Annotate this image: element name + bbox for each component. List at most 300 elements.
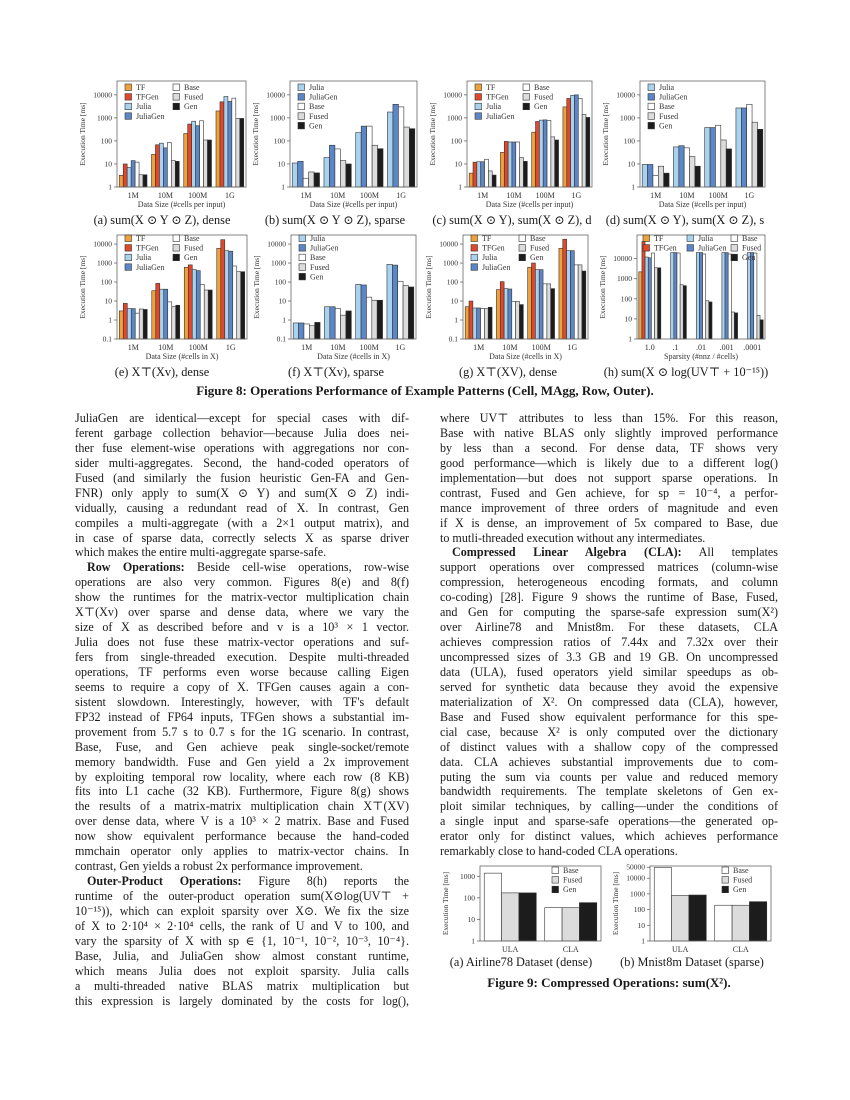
x-tick-label: 100M [359,191,379,200]
legend-label: TF [136,234,146,243]
text-line: bandwidth requirements. The template skeletons of Gen ex- [440,784,778,799]
bar-fused-10M [516,301,520,339]
x-tick-label: 10M [157,191,173,200]
x-tick-label: .1 [672,343,679,352]
text-line: vidually, causing a redundant read of X. In contrast, Gen [75,500,409,515]
bar-base-.1 [677,253,680,339]
bar-julia-1G [571,95,575,187]
bar-julia-10M [159,143,163,187]
bar-base-1G [578,98,582,187]
x-tick-label: 1M [473,343,485,352]
bar-tf-1G [216,111,220,187]
text-line: data. CLA achieves substantial improvements due to com- [440,754,778,769]
chart-fig8g [422,231,594,366]
legend-label: Fused [534,92,554,102]
bar-base-10M [516,142,520,187]
legend-label: JuliaGen [310,243,339,253]
bar-gen-CLA [579,903,596,941]
text-line: ther fuse element-wise operations with aggregations nor con- [75,440,409,455]
bar-gen-1M [315,322,320,339]
bar-gen-CLA [749,902,766,941]
bar-base-1M [135,162,139,187]
bar-tfgen-1M [469,301,473,339]
legend-swatch-base [173,235,180,242]
legend-swatch-fused [722,877,729,884]
legend-swatch-base [523,84,530,91]
legend-swatch-gen [552,886,559,893]
y-tick-label: 100 [463,893,475,903]
bar-juliagen-.01 [699,253,702,339]
caption-fig8f: (f) X⊤(Xv), sparse [288,365,384,379]
x-axis-label: Data Size (#cells in X) [317,352,390,361]
bar-juliagen-1G [741,108,746,187]
bar-julia-100M [705,128,710,187]
y-tick-label: 10000 [626,873,645,883]
caption-fig8b: (b) sum(X ⊙ Y ⊙ Z), sparse [264,213,406,227]
bar-juliagen-1M [477,308,481,339]
bar-juliagen-1M [481,162,485,187]
bar-gen-1M [492,175,496,187]
legend-label: Gen [563,885,577,895]
bar-fused-10M [340,161,345,187]
legend-swatch-julia [298,84,305,91]
text-line: seems to require a copy of X. TFGen causes again a con- [75,679,409,694]
bar-base-10M [335,149,340,187]
y-axis-label: Execution Time [ms] [251,102,260,166]
bar-julia-10M [508,142,512,187]
text-line: served for synthetic data because they avoid the expensive [440,679,778,694]
legend-swatch-tfgen [125,245,132,252]
legend-swatch-juliagen [475,113,482,120]
bar-fused-10M [172,307,176,339]
bar-tf-1G [559,248,563,339]
legend-label: Gen [742,253,756,263]
bar-fused-1G [237,272,241,339]
text-line: and Gen for computing the sparse-safe expression sum(X²) [440,605,778,620]
legend-label: JuliaGen [136,262,165,272]
text-line: of distinct values with a shallow copy of the compressed [440,739,778,754]
text-line: sistent slowdown. Interestingly, however, with TF's default [75,694,409,709]
text-line: remarkably close to hand-coded CLA operations. [440,844,678,859]
bar-julia-1M [477,162,481,187]
paragraph-text: Beside cell-wise operations, row-wise [184,560,409,575]
bar-gen-1M [143,309,147,339]
y-tick-label: 10000 [266,90,285,100]
x-tick-label: CLA [562,945,579,954]
bar-julia-1M [127,168,131,187]
y-tick-label: 1000 [97,113,112,123]
bar-tf-1M [469,173,473,187]
bar-base-10M [168,302,172,339]
legend-swatch-gen [523,103,530,110]
bar-base-CLA [715,905,732,941]
bar-fused-1G [404,127,409,187]
bar-juliagen-1G [392,265,397,339]
x-tick-label: 100M [535,191,555,200]
legend-label: TF [654,234,664,243]
y-tick-label: 1000 [271,258,286,268]
bar-juliagen-100M [710,128,715,187]
text-line: implementation—but does not support sparse operations. In [440,470,778,485]
y-axis-label: Execution Time [ms] [428,102,437,166]
bar-base-CLA [545,908,562,941]
chart-svg [250,231,422,366]
legend-label: JuliaGen [659,92,688,102]
y-tick-label: 100 [620,294,632,304]
bar-gen-10M [346,164,351,187]
bar-fused-ULA [502,893,519,941]
legend-swatch-tf [125,235,132,242]
y-tick-label: 100 [100,277,112,287]
legend-label: TFGen [482,243,505,253]
left-text-column [75,411,409,1009]
legend-swatch-base [722,867,729,874]
y-tick-label: 10000 [616,90,635,100]
caption-fig8e: (e) X⊤(Xv), dense [114,365,210,379]
legend-swatch-fused [523,94,530,101]
legend-swatch-base [173,84,180,91]
bar-base-1M [485,159,489,187]
y-tick-label: 10 [627,159,635,169]
legend-label: JuliaGen [309,92,338,102]
x-tick-label: 1G [225,343,236,352]
legend-swatch-fused [173,245,180,252]
bar-fused-ULA [672,895,689,941]
chart-fig8e [76,231,248,366]
paragraph-heading: Outer-Product Operations: [87,874,242,889]
y-tick-label: 1 [454,315,458,325]
bar-gen-1G [582,271,586,339]
legend-label: Julia [659,83,675,92]
chart-svg [596,231,768,366]
bar-fused-CLA [732,905,749,941]
text-line [75,874,409,889]
text-line: data (ULA), fused operators yield similar speedups as ob- [440,664,778,679]
x-tick-label: 1M [477,191,489,200]
x-tick-label: 10M [330,191,346,200]
x-tick-label: 1G [744,191,755,200]
bar-tfgen-1M [473,162,477,187]
y-axis-label: Execution Time [ms] [601,102,610,166]
legend-swatch-juliagen [125,113,132,120]
y-axis-label: Execution Time [ms] [441,871,450,936]
text-line: Base, Julia, and JuliaGen show almost constant runtime, [75,948,409,963]
bar-juliagen-10M [330,307,335,339]
bar-tf-100M [184,134,188,187]
y-tick-label: 10000 [93,239,112,249]
bar-juliagen-100M [196,126,200,187]
legend-label: TF [482,234,492,243]
bar-tfgen-10M [504,141,508,187]
text-line: FNR) only apply to sum(X ⊙ Y) and sum(X ⊙ Z) indi- [75,485,409,500]
bar-base-1G [747,104,752,187]
legend-label: Julia [310,234,326,243]
text-line: to mutli-threaded execution without any intermediates. [440,530,706,545]
legend-label: Base [184,234,200,243]
chart-svg [609,862,774,957]
bar-tfgen-1M [123,303,127,339]
bar-base-1M [304,324,309,339]
bar-fused-1G [578,265,582,339]
bar-gen-10M [519,305,523,339]
legend-swatch-tfgen [475,94,482,101]
legend-label: Gen [534,102,548,112]
legend-label: Julia [136,253,152,263]
bar-base-1M [135,313,139,339]
text-line: compression, heterogeneous encoding formats, and column [440,575,778,590]
chart-fig8c [426,77,598,212]
legend-label: TF [136,83,146,92]
legend-swatch-tfgen [643,245,650,252]
legend-swatch-julia [475,103,482,110]
legend-swatch-gen [299,273,306,280]
y-axis-label: Execution Time [ms] [78,102,87,166]
legend-label: Base [659,102,675,112]
bar-base-ULA [654,868,671,941]
chart-svg [76,231,248,366]
chart-svg [249,77,421,212]
chart-fig8f [250,231,422,366]
x-tick-label: 1M [127,191,139,200]
legend-label: Base [184,83,200,92]
x-tick-label: 1M [650,191,662,200]
bar-julia-1G [387,112,392,187]
bar-juliagen-.001 [725,253,728,339]
bar-julia-100M [192,270,196,339]
text-line: uncompressed sizes of 3.3 GB and 19 GB. On uncompressed [440,650,778,664]
legend-label: Gen [659,121,673,131]
text-line: compiles a multi-aggregate (with a 2×1 output matrix), and [75,515,409,530]
text-line: now show equivalent performance because the hand-coded [75,829,409,844]
chart-svg [599,77,771,212]
bar-base-10M [512,301,516,339]
bar-base-1G [574,265,578,339]
text-line: co-coding) [28]. Figure 9 shows the runtime of Base, Fused, [440,590,778,605]
legend-label: Gen [733,885,747,895]
x-tick-label: .01 [696,343,706,352]
paragraph-text: Figure 8(h) reports the [241,874,409,889]
y-tick-label: 1 [471,936,475,946]
bar-juliagen-1M [648,164,653,187]
bar-tf-10M [152,154,156,187]
legend-swatch-tf [475,84,482,91]
y-tick-label: 1000 [460,871,475,881]
y-tick-label: 100 [450,136,462,146]
text-line [440,545,778,560]
text-line: runtime of the outer-product operation sum(X⊙log(UV⊤ + [75,889,409,903]
chart-svg [422,231,594,366]
x-axis-label: Data Size (#cells in X) [145,352,219,361]
bar-julia-10M [673,147,678,187]
bar-fused-1M [484,309,488,339]
legend-label: Fused [733,875,753,885]
bar-fused-CLA [562,908,579,941]
bar-tfgen-1.0 [642,242,645,339]
bar-juliagen-1G [228,101,232,187]
bar-fused-1M [488,171,492,187]
y-tick-label: 10000 [613,254,632,264]
bar-juliagen-10M [679,146,684,187]
text-line: size of X as described before and v is a 10³ × 1 vector. [75,620,409,635]
legend-swatch-juliagen [125,264,132,271]
text-line: operations are also very common. Figures 8(e) and 8(f) [75,575,409,590]
bar-base-.0001 [754,253,757,339]
text-line: achieves compression ratios of 7.44x and 7.32x over their [440,635,778,650]
legend-swatch-gen [648,122,655,128]
legend-swatch-julia [471,254,478,261]
x-tick-label: 1M [127,343,139,352]
legend-label: Fused [563,875,583,885]
y-tick-label: 10 [454,159,462,169]
y-tick-label: 100 [633,905,645,915]
text-line: ploit similar techniques, by calling—under the conditions of [440,799,778,814]
bar-fused-10M [171,161,175,187]
y-axis-label: Execution Time [ms] [598,255,607,319]
bar-juliagen-10M [163,148,167,187]
legend-label: Julia [309,83,325,92]
y-tick-label: 1 [281,182,285,192]
text-line: by exploiting temporal row locality, where each row (8 KB) [75,769,409,784]
bar-fused-100M [204,290,208,339]
bar-tf-100M [184,267,188,339]
x-tick-label: .0001 [743,343,762,352]
text-line: fers from single-threaded execution. Despite multi-threaded [75,650,409,664]
text-line: of X to 2·10⁴ × 2·10⁴ cells, the rank of U and V to 100, and [75,918,409,933]
chart-svg [76,77,248,212]
x-tick-label: 1G [224,191,235,200]
x-axis-label: Sparsity (#nnz / #cells) [664,352,738,361]
y-tick-label: 10 [277,159,285,169]
x-tick-label: 100M [531,343,551,352]
legend-swatch-julia [687,235,694,242]
bar-juliagen-1G [393,104,398,187]
bar-julia-10M [160,289,164,339]
bar-juliagen-1M [131,161,135,187]
paragraph-heading: Row Operations: [87,560,185,575]
paragraph-heading: Compressed Linear Algebra (CLA): [452,545,682,560]
bar-base-100M [366,297,371,339]
bar-tf-1M [119,175,123,187]
bar-fused-1G [403,286,408,339]
bar-tfgen-10M [500,282,504,339]
bar-base-1G [398,281,403,339]
bar-gen-.0001 [760,320,763,339]
y-tick-label: 1 [631,182,635,192]
bar-fused-100M [721,140,726,187]
text-line: vary the sparsity of X with sp ∈ {1, 10⁻¹, 10⁻², 10⁻³, 10⁻⁴}. [75,933,409,948]
bar-julia-10M [324,307,329,339]
bar-gen-ULA [519,893,536,941]
legend-label: JuliaGen [482,262,511,272]
legend-swatch-fused [299,264,306,271]
legend-swatch-gen [731,254,738,261]
legend-swatch-base [552,867,559,874]
bar-gen-100M [377,300,382,339]
legend-label: Base [309,102,325,112]
bar-fused-.001 [731,312,734,339]
y-tick-label: 1000 [620,113,635,123]
bar-julia-100M [356,284,361,339]
bar-gen-ULA [689,895,706,941]
bar-gen-100M [726,149,731,187]
bar-tf-1.0 [639,272,642,339]
text-line: contrast, Gen yields a robust 2x performance improvement. [75,859,363,874]
text-line: in case of sparse data, correctly selects X as sparse driver [75,530,409,545]
bar-tfgen-100M [188,265,192,339]
bar-juliagen-100M [361,285,366,339]
bar-tf-1M [119,311,123,339]
legend-label: Julia [486,102,502,112]
x-tick-label: 1G [567,343,578,352]
bar-juliagen-1G [570,251,574,339]
bar-fused-100M [551,137,555,187]
bar-base-.001 [728,254,731,339]
chart-fig9a [439,862,604,957]
bar-base-1M [481,309,485,339]
text-line: which means Julia does not exploit sparsity. Julia calls [75,963,409,978]
legend-label: Gen [530,253,544,263]
legend-swatch-base [648,103,655,110]
bar-juliagen-10M [329,145,334,187]
legend-label: TF [486,83,496,92]
y-tick-label: 1000 [270,113,285,123]
legend-label: Base [310,253,326,263]
y-tick-label: 10000 [439,239,458,249]
text-line: sider multi-aggregates. Second, the hand-coded operators of [75,455,409,470]
bar-fused-10M [341,315,346,339]
y-tick-label: 10 [278,296,286,306]
legend-label: TFGen [136,243,159,253]
bar-gen-1M [143,175,147,187]
x-tick-label: 1M [301,343,313,352]
legend-swatch-tf [471,235,478,242]
bar-tfgen-100M [536,121,540,187]
text-line: 10⁻¹⁵)), which can exploit sparsity over X⊙. We fix the size [75,903,409,918]
legend-swatch-juliagen [648,94,655,101]
figure8-caption: Figure 8: Operations Performance of Example Patterns (Cell, MAgg, Row, Outer). [196,383,654,398]
bar-fused-1G [236,118,240,187]
bar-tf-1G [217,248,221,339]
y-tick-label: 1 [108,182,112,192]
y-tick-label: 0.1 [448,334,458,344]
bar-fused-1M [139,175,143,187]
legend-swatch-fused [519,245,526,252]
bar-gen-10M [346,311,351,339]
legend-swatch-fused [552,877,559,884]
y-tick-label: 10 [624,314,632,324]
x-tick-label: 10M [330,343,346,352]
bar-juliagen-1M [299,323,304,339]
bar-fused-100M [372,300,377,339]
legend-swatch-base [731,235,738,242]
caption-fig8a: (a) sum(X ⊙ Y ⊙ Z), dense [93,213,231,227]
legend-label: Fused [184,243,204,253]
chart-fig8a [76,77,248,212]
bar-gen-1G [240,118,244,187]
bar-base-1G [398,107,403,187]
chart-fig9b [609,862,774,957]
bar-gen-100M [555,140,559,187]
bar-gen-1M [488,307,492,339]
bar-base-100M [367,126,372,187]
bar-juliagen-10M [508,289,512,339]
legend-label: JuliaGen [136,111,165,121]
bar-juliagen-10M [512,142,516,187]
bar-julia-1G [225,251,229,339]
chart-fig8b [249,77,421,212]
bar-tf-100M [532,132,536,187]
y-tick-label: 1 [282,315,286,325]
